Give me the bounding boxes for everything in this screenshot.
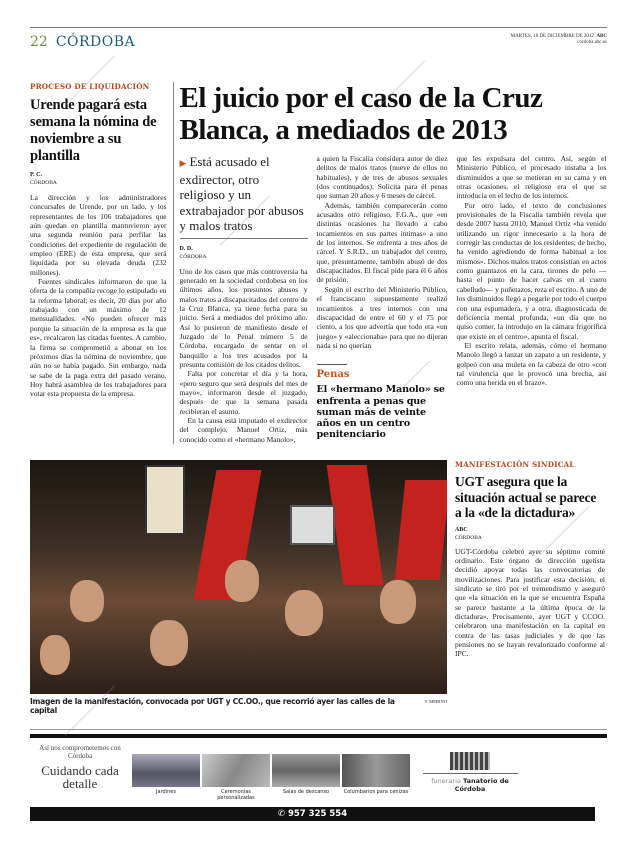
ad-item (272, 754, 340, 795)
demonstration-photo (30, 460, 447, 694)
location: CÓRDOBA (30, 180, 57, 186)
paragraph: Uno de los casos que más controversia ha generado en la sociedad cordobesa en los últimos años, los presuntos abusos y malos tratos a discapacitados del centro de la Cruz Blanca, ya tiene fecha para su juicio. Será a mediados del próximo año. Así lo pusieron de manifiesto desde el Juzgado de lo Penal número 5 de Córdoba, encargado de sentar en el banquillo a los tres acusados por la presunta comisión de los citados delitos. (179, 266, 308, 369)
left-body (30, 193, 167, 399)
right-kicker: MANIFESTACIÓN SINDICAL (455, 460, 575, 470)
placard (145, 465, 185, 535)
right-story (455, 460, 605, 715)
paragraph: Por otro lado, el texto de conclusiones provisionales de la Fiscalía también revela que desde 2007 hasta 2010, Manuel Ortiz «ha venido utilizando un rigor innecesario a la hora de corregir las conductas de los residentes; de hecho, ha venido agrediendo de forma habitual a los mismos». Dichos malos tratos consistían en actos como guantazos en la cara, tirones de pelo —hasta el punto de hacer calvas en el cuero cabelludo— y puñetazos, reza el escrito. A uno de los disminuidos llegó a pegarle por todo el cuerpo con una espumadera, y a otra, diagnosticada de deficiencia mental profunda, «un día que no quiso comer, la introdujo en la cámara frigorífica que existe en el centro», apunta el fiscal. (456, 200, 607, 341)
paragraph: Fuentes sindicales informaron de que la oferta de la compañía recoge lo estipulado en la reforma laboral; es decir, 20 días por año trabajado con un máximo de 12 mensualidades. «No pueden ofrecer más porque la situación de la empresa es la que es», recalcaron las citadas fuentes. A cambio, la firma se comprometió a abonar en los próximos días la nómina de noviembre, que aún no se había pagado. Sin embargo, nada se sabe de la paga extra del pasado verano. Hoy habrá asamblea de los trabajadores para votar esta propuesta de la empresa. (30, 277, 167, 399)
pullquote-label: Penas (316, 369, 350, 381)
ad-slogan-big: Cuidando cada detalle (41, 763, 119, 792)
person (380, 580, 416, 624)
paragraph: UGT-Córdoba celebró ayer su séptimo comité ordinario. Este órgano de dirección ugetista decidió apoyar todas las convocatorias de movilizaciones. Para justificar esta decisión, el sindicato se tiró por el tremendismo y aseguró que «la situación en la que se encuentra España se parece bastante a la última época de la dictadura». Precisamente, ayer UGT y CCOO. celebraron una manifestación en la capital en contra de las tasas judiciales y de que las pensiones no se hayan revalorizado conforme al IPC. (455, 546, 605, 659)
author: P. C. (30, 172, 42, 178)
ad-image-ceremonies (202, 754, 270, 787)
paragraph: Según el escrito del Ministerio Público, el franciscano supuestamente realizó tocamientos a tres internos con una discapacidad de entre el 60 y el 75 por ciento, a los que advertía que todo era «un juego» y «aleccionaba» para que no dijeran nada si no querían (316, 284, 448, 350)
brand-name: Tanatorio de Córdoba (454, 777, 509, 794)
subhead-rule (180, 238, 308, 239)
main-col-1-body (180, 267, 308, 445)
placard (290, 505, 335, 545)
phone-icon: ✆ (277, 809, 288, 820)
ad-image-gardens (132, 754, 200, 787)
middle-section (30, 460, 607, 715)
ad-item-label: Jardines (156, 789, 176, 796)
paragraph: Falta por concretar el día y la hora, «pero seguro que será después del mes de mayo», informaron desde el juzgado, después de que la semana pasada recibieran el asunto. (179, 369, 308, 416)
left-headline: Urende pagará esta semana la nómina de noviembre a su plantilla (30, 97, 157, 164)
divider-rule (30, 729, 607, 730)
brand-prefix: funeraria (431, 777, 461, 786)
ad-brand-block (420, 752, 520, 793)
section-title: CÓRDOBA (55, 34, 136, 50)
left-byline (30, 171, 167, 187)
page-date (511, 34, 607, 46)
logo-rule (423, 773, 518, 774)
person (225, 560, 259, 602)
ad-item (202, 754, 270, 801)
photo-block (30, 460, 447, 715)
left-story (30, 82, 167, 444)
main-col-2 (317, 154, 448, 444)
ad-item-label: Columbarios para cenizas (343, 789, 409, 796)
red-flag (327, 465, 384, 585)
pullquote-rule (317, 364, 347, 365)
ad-image-columbaria (342, 754, 410, 787)
pullquote-text: El «hermano Manolo» se enfrenta a penas que suman más de veinte años en un centro penitenciario (316, 384, 445, 441)
location: CÓRDOBA (179, 253, 207, 260)
paragraph: El escrito relata, además, cómo el hermano Manolo llegó a lanzar un zapato a un residente, y golpeó con una muleta en la cabeza de otro «con tal virulencia que le provocó una brecha, así como una herida en el brazo». (456, 340, 607, 388)
ad-item (342, 754, 410, 795)
photo-caption: Imagen de la manifestación, convocada por UGT y CC.OO., que recorrió ayer las calles de la capital (30, 697, 395, 716)
ad-phone-bar[interactable] (30, 807, 595, 821)
main-subhead-block (180, 154, 308, 239)
person (70, 580, 104, 622)
paragraph: que les expulsara del centro. Así, según el Ministerio Público, el procesado instaba a los disminuidos a que se metieran en su cama y en otras ocasiones, el religioso era el que se introducía en el lecho de los internos. (456, 154, 607, 201)
triangle-bullet-icon: ▶ (179, 158, 187, 168)
paragraph: En la causa está imputado el exdirector del complejo, Manuel Ortiz, más conocido como el «hermano Manolo», (179, 416, 308, 444)
right-byline (455, 526, 605, 542)
brand: ABC (596, 34, 607, 39)
ad-item-label: Salas de descanso (282, 789, 330, 796)
tanatorio-building-logo (450, 752, 490, 770)
person (285, 590, 323, 636)
author: D. D. (179, 245, 193, 252)
top-section (30, 82, 607, 444)
ad-image-rooms (272, 754, 340, 787)
caption-row (30, 697, 447, 715)
ad-brand (420, 777, 520, 793)
main-story (180, 82, 607, 444)
main-byline (180, 245, 308, 261)
website: cordoba.abc.es (577, 40, 607, 45)
column-divider (173, 82, 174, 444)
ad-item-label: Ceremonias personalizadas (217, 789, 255, 802)
ad-slogan-small: Así nos comprometemos con Córdoba (39, 744, 121, 761)
location: CÓRDOBA (455, 534, 482, 541)
left-kicker: PROCESO DE LIQUIDACIÓN (30, 82, 150, 91)
page-header (30, 28, 607, 50)
date-text: MARTES, 18 DE DICIEMBRE DE 2012 (510, 34, 594, 39)
author: ABC (455, 526, 468, 533)
ad-divider (30, 734, 607, 738)
main-subhead (180, 154, 308, 234)
photo-credit: V. MERINO (424, 699, 447, 705)
paragraph: La dirección y los administradores concursales de Urende, por un lado, y los representantes de los 106 trabajadores que aún quedan en plantilla mantuvieron ayer una segunda reunión para perfilar las condiciones del expediente de regulación de empleo (ERE) de esta empresa, que será liquidada por su elevada deuda (232 millones). (30, 193, 167, 277)
paragraph: a quien la Fiscalía considera autor de diez delitos de malos tratos (nueve de ellos no habituales), y de tres de abusos sexuales (dos continuados). Solicita para él penas que suman 20 años y 6 meses de cárcel. (316, 154, 448, 201)
phone-number: 957 325 554 (287, 809, 348, 820)
newspaper-page (30, 0, 607, 821)
main-col-3 (457, 154, 607, 444)
main-col-2-body (317, 154, 448, 350)
right-headline: UGT asegura que la situación actual se parece a la «de la dictadura» (455, 474, 597, 521)
header-left (30, 34, 135, 50)
paragraph: Además, también comparecerán como acusados otro religioso, F.G.A., que «en distintas ocasiones ha llevado a cabo tocamientos en sus partes íntimas» a uno de los internos. Se enfrenta a tres años de cárcel. Y S.R.D., un trabajador del centro, que, presuntamente, también abusó de dos discapacitados. El fiscal pide para él 6 años de prisión. (316, 200, 448, 285)
ad-item (132, 754, 200, 795)
right-body (455, 547, 605, 659)
main-col-1 (180, 154, 308, 444)
red-flag (395, 480, 447, 580)
person (150, 620, 188, 666)
main-columns (180, 154, 607, 444)
advertisement[interactable] (30, 744, 607, 801)
person (40, 635, 70, 675)
main-headline: El juicio por el caso de la Cruz Blanca, a mediados de 2013 (179, 82, 543, 146)
subhead-text: Está acusado el exdirector, otro religioso y un extrabajador por abusos y malos tratos (179, 154, 304, 233)
page-number: 22 (30, 34, 48, 50)
ad-slogan (30, 744, 130, 790)
